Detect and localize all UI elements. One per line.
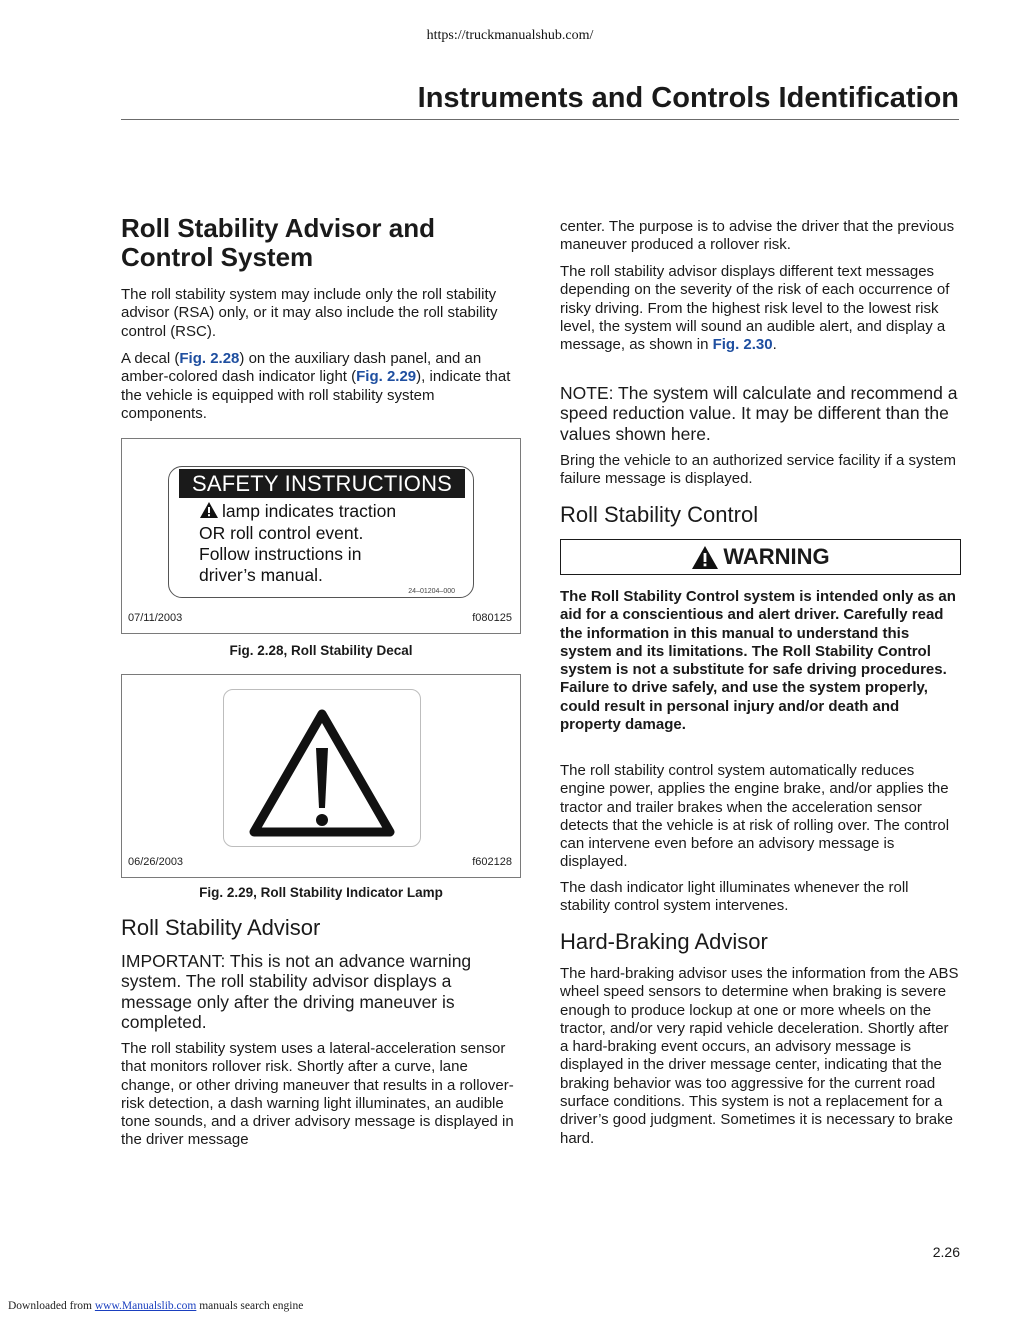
figure-2-29-box xyxy=(121,674,521,878)
page-number: 2.26 xyxy=(932,1244,960,1260)
decal-line-1: lamp indicates traction xyxy=(199,501,396,522)
messages-paragraph: The roll stability advisor displays different text messages depending on the severity of the risk of each occurrence of risky driving. From the highest risk level to the lowest risk level, the system will sound an audible alert, and display a message, as shown in Fig. 2.30. xyxy=(560,263,950,354)
decal-part-number: 24–01204–000 xyxy=(408,588,455,595)
section-title: Roll Stability Advisor and Control System xyxy=(121,213,435,272)
subsection-title-braking: Hard-Braking Advisor xyxy=(560,929,768,954)
figure-2-29-caption: Fig. 2.29, Roll Stability Indicator Lamp xyxy=(199,885,443,900)
page-header-title: Instruments and Controls Identification xyxy=(417,82,959,114)
fig-2-30-link[interactable]: Fig. 2.30 xyxy=(712,336,773,354)
subsection-title-control: Roll Stability Control xyxy=(560,502,759,527)
decal-heading: SAFETY INSTRUCTIONS xyxy=(179,469,465,498)
service-paragraph: Bring the vehicle to an authorized service facility if a system failure message is displayed. xyxy=(560,452,957,488)
figure-date: 06/26/2003 xyxy=(128,856,184,868)
dash-light-paragraph: The dash indicator light illuminates whenever the roll stability control system intervenes. xyxy=(560,879,909,915)
warning-label: WARNING xyxy=(723,544,830,569)
fig-2-29-link[interactable]: Fig. 2.29 xyxy=(356,368,417,386)
fig-2-28-link[interactable]: Fig. 2.28 xyxy=(179,350,240,367)
source-url: https://truckmanualshub.com/ xyxy=(426,28,594,43)
figure-code: f602128 xyxy=(472,856,512,868)
subsection-title-advisor: Roll Stability Advisor xyxy=(121,915,321,940)
header-rule xyxy=(121,119,959,120)
download-footer: Downloaded from www.Manualslib.com manuals search engine xyxy=(8,1300,304,1312)
decal-line-3: Follow instructions in xyxy=(199,544,362,564)
indicator-lamp xyxy=(223,689,421,847)
decal-line-2: OR roll control event. xyxy=(199,523,364,543)
note-paragraph: NOTE: The system will calculate and recommend a speed reduction value. It may be different than the values shown here. xyxy=(560,383,958,444)
warning-banner xyxy=(560,539,961,575)
warning-lamp-icon xyxy=(224,690,420,846)
warning-triangle-icon xyxy=(691,545,719,570)
warning-triangle-icon xyxy=(199,501,219,519)
decal-line-4: driver’s manual. xyxy=(199,565,323,585)
advisor-paragraph: The roll stability system uses a lateral-acceleration sensor that monitors rollover risk. Shortly after a curve, lane change, or other driving maneuver that results in a rollover-risk detection, a dash warning light illuminates, an audible tone sounds, and a driver advisory message is displayed in the driver message xyxy=(121,1040,514,1149)
safety-decal xyxy=(168,466,474,598)
figure-2-28-caption: Fig. 2.28, Roll Stability Decal xyxy=(229,643,413,658)
figure-code: f080125 xyxy=(472,612,512,624)
important-note: IMPORTANT: This is not an advance warning system. The roll stability advisor displays a message only after the driving maneuver is completed. xyxy=(121,951,472,1032)
decal-paragraph: A decal (Fig. 2.28) on the auxiliary dash panel, and an amber-colored dash indicator light (Fig. 2.29), indicate that the vehicle is equipped with roll stability system components. xyxy=(121,350,511,422)
figure-2-28-box xyxy=(121,438,521,634)
intro-paragraph: The roll stability system may include only the roll stability advisor (RSA) only, or it may also include the roll stability control (RSC). xyxy=(121,286,498,340)
control-paragraph: The roll stability control system automatically reduces engine power, applies the engine brake, and/or applies the tractor and trailer brakes when the acceleration sensor detects that the vehicle is at risk of rolling over. The control can intervene even before an advisory message is displayed. xyxy=(560,762,950,871)
braking-paragraph: The hard-braking advisor uses the information from the ABS wheel speed sensors to determine when braking is severe enough to produce lockup at one or more wheels on the tractor, and/or very rapid vehicle deceleration. Shortly after a hard-braking event occurs, an advisory message is displayed in the driver message center, indicating that the braking behavior was too aggressive for the current road surface conditions. This system is not a replacement for a driver’s good judgment. Sometimes it is necessary to brake hard. xyxy=(560,965,959,1147)
warning-text: The Roll Stability Control system is intended only as an aid for a conscientious and alert driver. Carefully read the information in this manual to understand this system and its limitations. The Roll Stability Control system is not a substitute for safe driving procedures. Failure to drive safely, and use the system properly, could result in personal injury and/or death and property damage. xyxy=(560,588,956,734)
continued-paragraph: center. The purpose is to advise the driver that the previous maneuver produced a rollover risk. xyxy=(560,218,955,254)
manualslib-link[interactable]: www.Manualslib.com xyxy=(94,1300,197,1312)
figure-date: 07/11/2003 xyxy=(128,612,183,624)
